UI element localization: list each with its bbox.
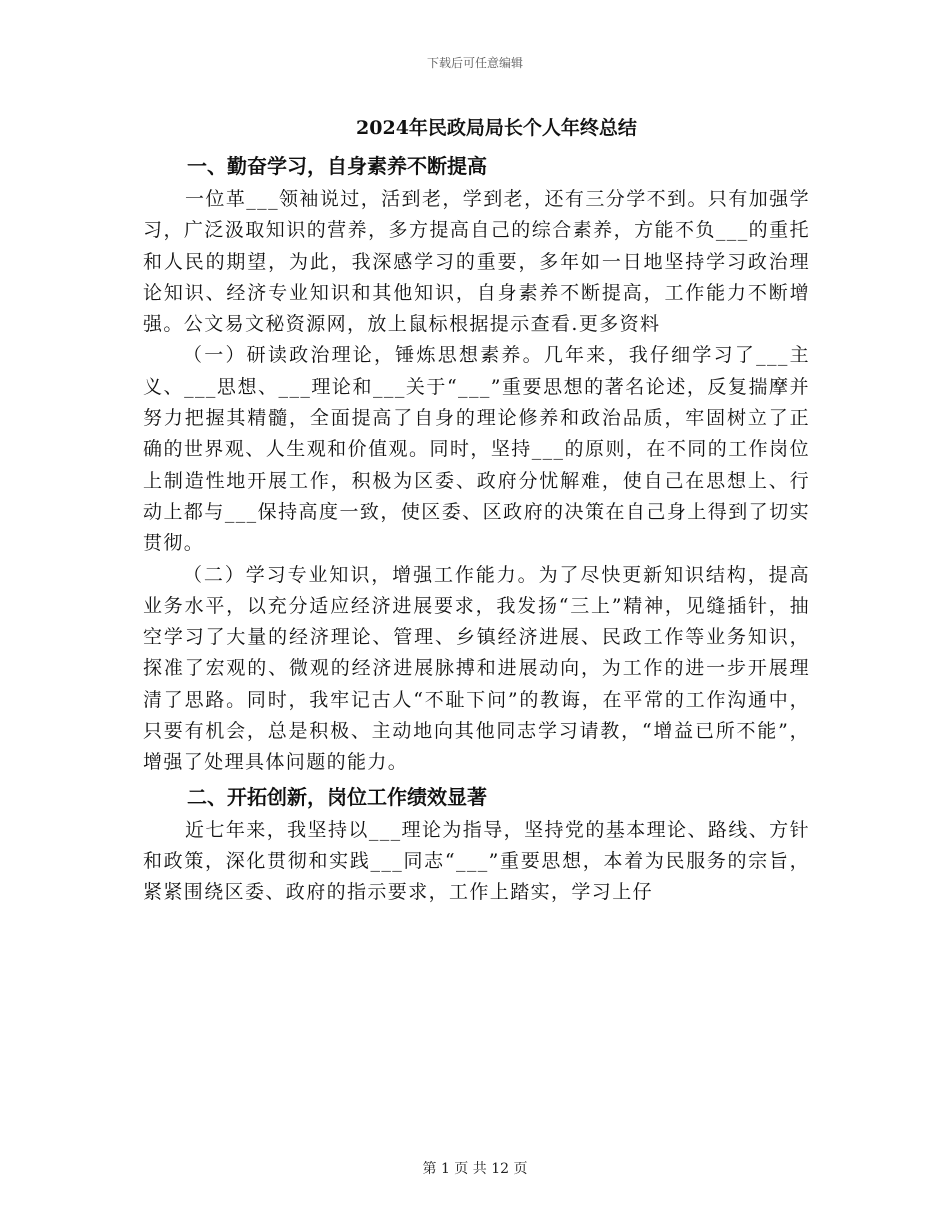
page-number: 第 1 页 共 12 页: [422, 1161, 528, 1177]
section1-paragraph-1: 一位革___领袖说过，活到老，学到老，还有三分学不到。只有加强学习，广泛汲取知识的营养，多方提高自己的综合素养，方能不负___的重托和人民的期望，为此，我深感学习的重要，多年如一日地坚持学习政治理论知识、经济专业知识和其他知识，自身素养不断提高，工作能力不断增强。公文易文秘资源网，放上鼠标根据提示查看.更多资料: [143, 188, 810, 336]
document-title: 2024年民政局局长个人年终总结: [356, 117, 637, 139]
section1-paragraph-3: （二）学习专业知识，增强工作能力。为了尽快更新知识结构，提高业务水平，以充分适应经济进展要求，我发扬“三上”精神，见缝插针，抽空学习了大量的经济理论、管理、乡镇经济进展、民政工作等业务知识，探准了宏观的、微观的经济进展脉搏和进展动向，为工作的进一步开展理清了思路。同时，我牢记古人“不耻下问”的教诲，在平常的工作沟通中，只要有机会，总是积极、主动地向其他同志学习请教，“增益已所不能”，增强了处理具体问题的能力。: [143, 563, 810, 774]
section-heading-1: 一、勤奋学习，自身素养不断提高: [187, 154, 487, 178]
section1-paragraph-2: （一）研读政治理论，锤炼思想素养。几年来，我仔细学习了___主义、___思想、___理论和___关于“___”重要思想的著名论述，反复揣摩并努力把握其精髓，全面提高了自身的理论修养和政治品质，牢固树立了正确的世界观、人生观和价值观。同时，坚持___的原则，在不同的工作岗位上制造性地开展工作，积极为区委、政府分忧解难，使自己在思想上、行动上都与___保持高度一致，使区委、区政府的决策在自己身上得到了切实贯彻。: [143, 344, 810, 555]
section2-paragraph-1: 近七年来，我坚持以___理论为指导，坚持党的基本理论、路线、方针和政策，深化贯彻和实践___同志“___”重要思想，本着为民服务的宗旨，紧紧围绕区委、政府的指示要求，工作上踏实，学习上仔: [143, 818, 810, 904]
section-heading-2: 二、开拓创新，岗位工作绩效显著: [187, 784, 487, 809]
document-body: [143, 108, 810, 909]
page-header: 下载后可任意编辑: [426, 56, 523, 70]
